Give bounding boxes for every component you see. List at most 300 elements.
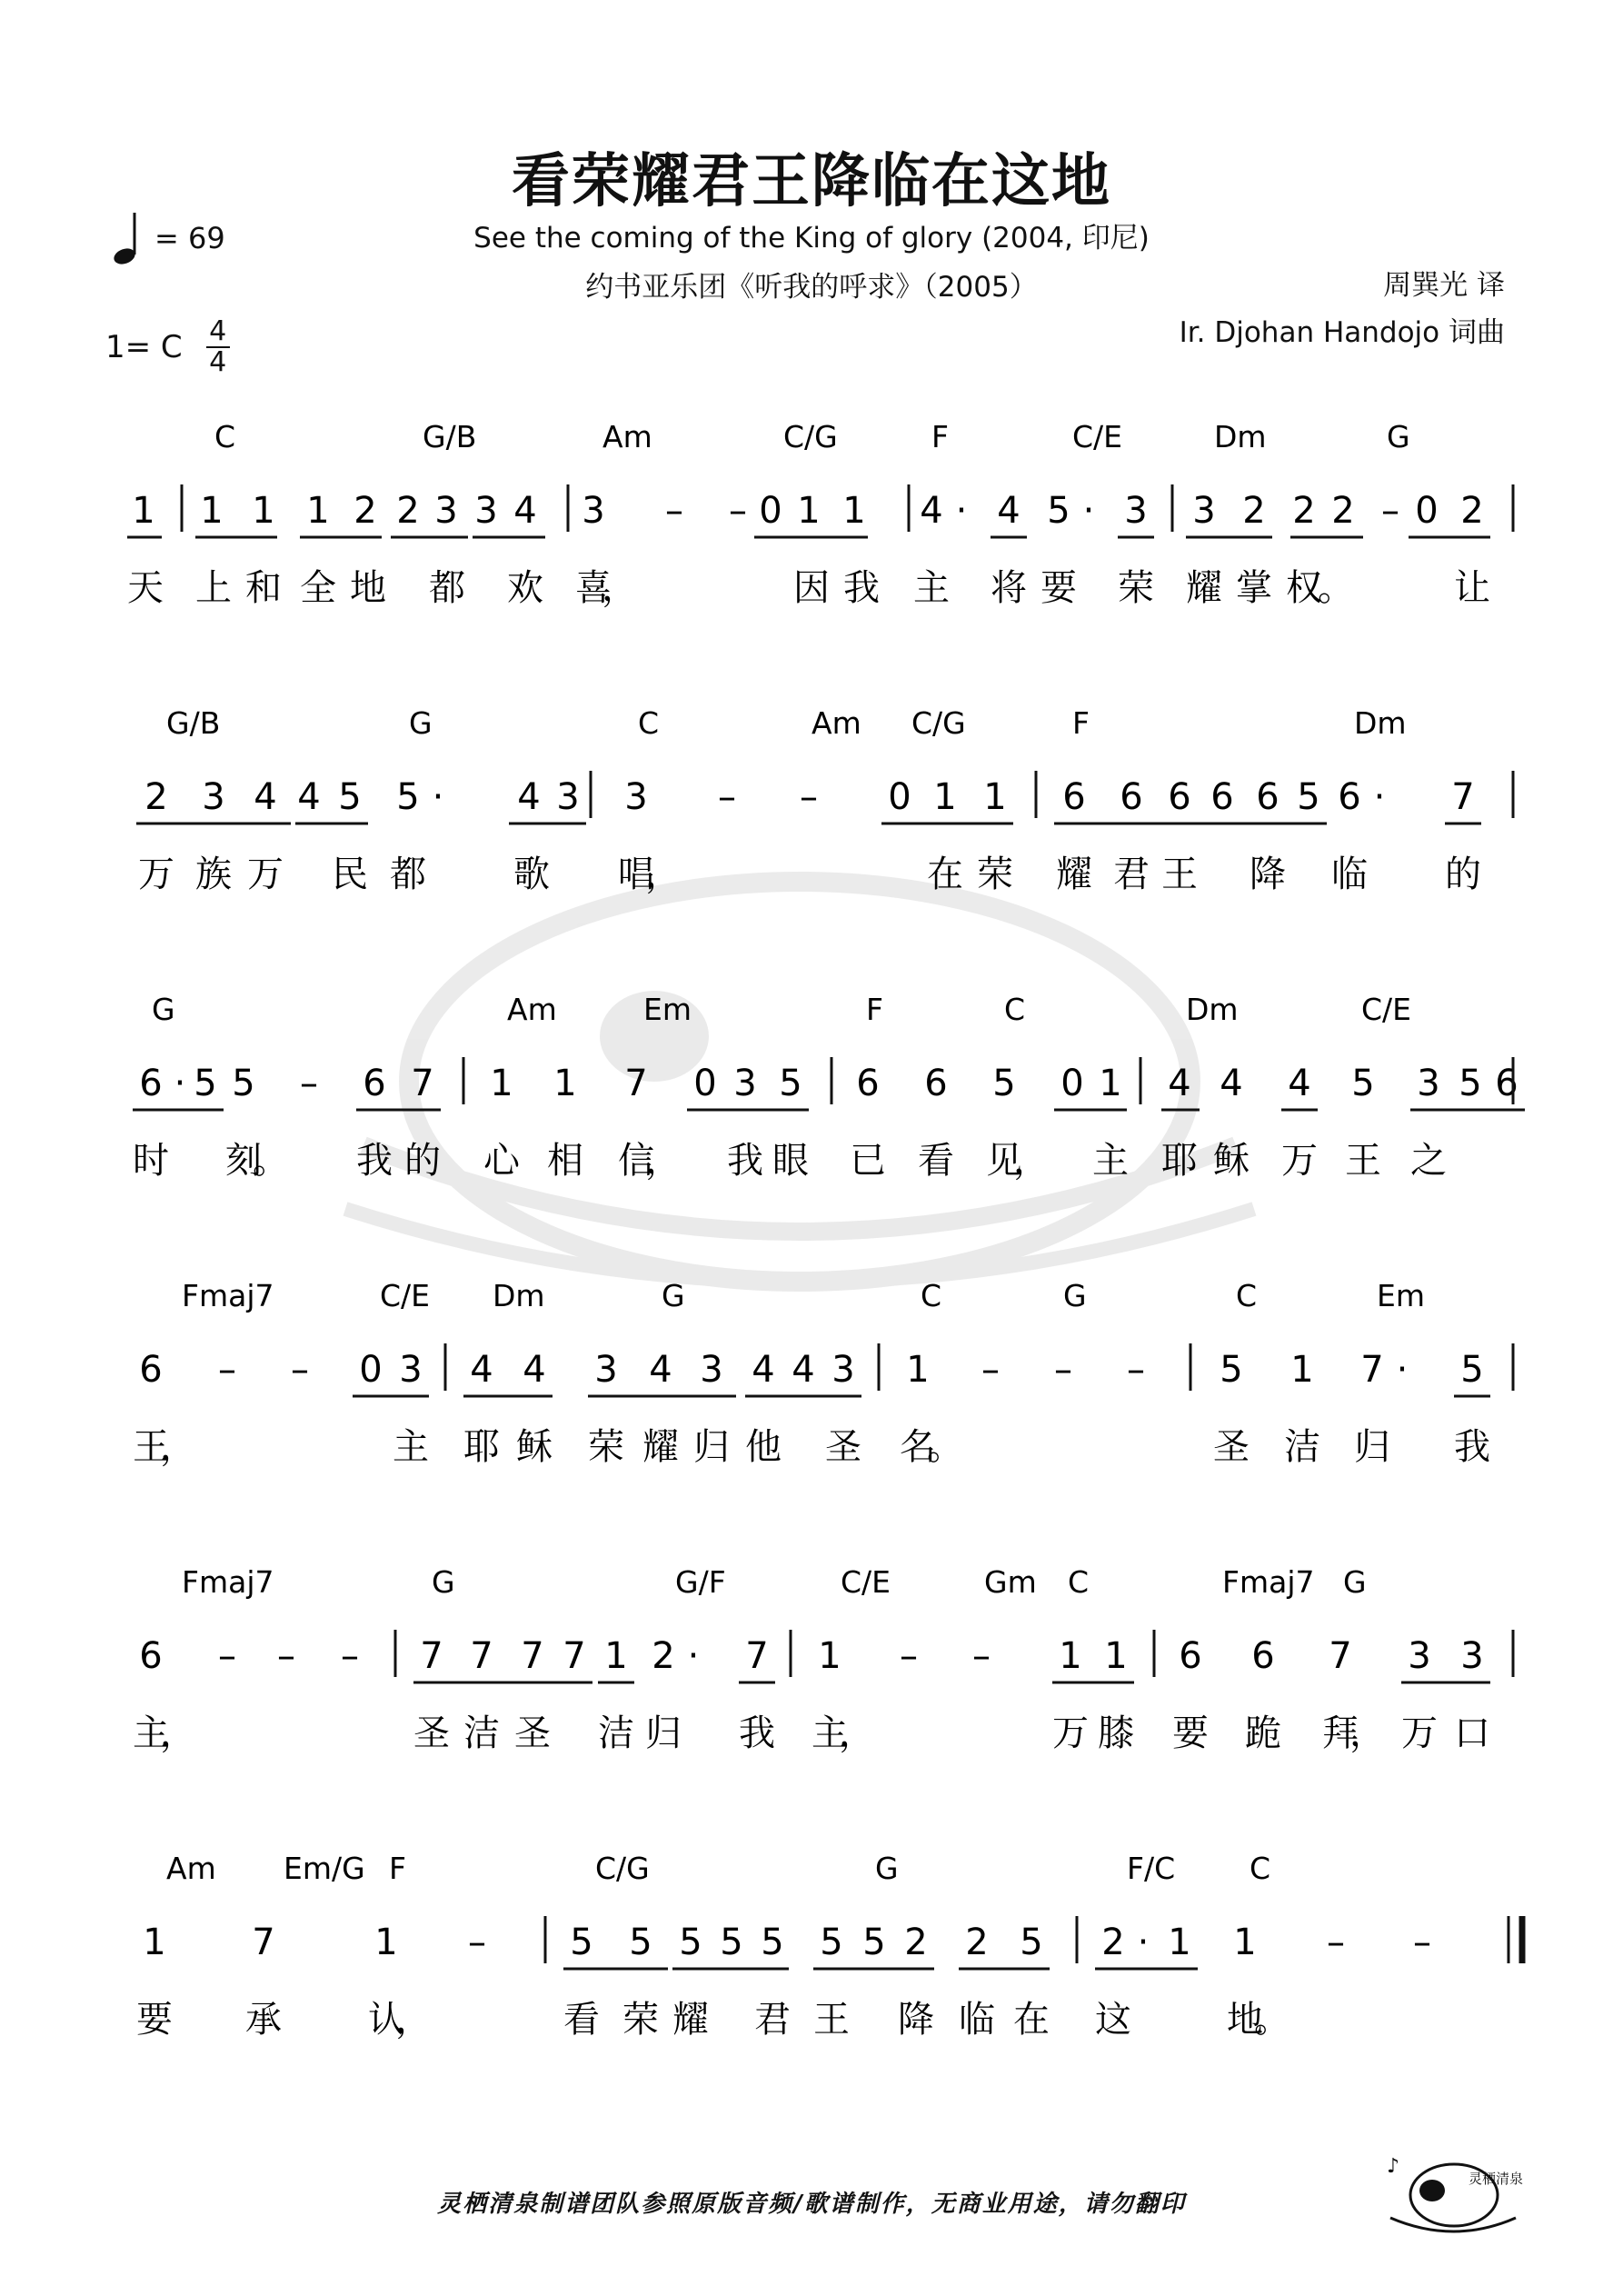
chord-symbol: C bbox=[1068, 1564, 1090, 1600]
lyric-char: 我 bbox=[739, 1712, 775, 1754]
key-label: 1= C bbox=[105, 329, 183, 365]
lyric-char: 唱 bbox=[618, 854, 654, 895]
lyric-char: ， bbox=[395, 1999, 432, 2041]
chord-symbol: G/B bbox=[166, 705, 221, 741]
note: 7 bbox=[470, 1635, 493, 1677]
note: 7 bbox=[1329, 1635, 1352, 1677]
lyric-char: 让 bbox=[1454, 567, 1490, 609]
translator-credit: 周巽光 译 bbox=[1383, 269, 1505, 302]
note: 3 bbox=[733, 1063, 757, 1104]
lyric-char: 承 bbox=[245, 1999, 282, 2041]
note: – bbox=[1127, 1349, 1145, 1391]
lyric-char: 耶 bbox=[1161, 1140, 1198, 1182]
chord-symbol: Gm bbox=[984, 1564, 1037, 1600]
time-signature-bottom: 4 bbox=[209, 346, 227, 378]
chord-symbol: C/E bbox=[1072, 419, 1123, 454]
note: 4 bbox=[1220, 1063, 1243, 1104]
lyric-char: 看 bbox=[918, 1140, 954, 1182]
lyric-char: 已 bbox=[850, 1140, 886, 1182]
chord-symbol: Dm bbox=[1354, 705, 1407, 741]
lyric-char: 万 bbox=[247, 854, 284, 895]
note: 3 bbox=[1124, 490, 1148, 532]
chord-symbol: G bbox=[409, 705, 433, 741]
lyric-char: 降 bbox=[1250, 854, 1286, 895]
lyric-char: 将 bbox=[991, 567, 1027, 609]
lyric-char: 权 bbox=[1286, 567, 1322, 609]
chord-symbol: G bbox=[432, 1564, 455, 1600]
chord-symbol: G bbox=[875, 1851, 899, 1886]
note: – bbox=[291, 1349, 309, 1391]
chord-symbol: C bbox=[638, 705, 660, 741]
lyric-char: 地 bbox=[1227, 1999, 1263, 2041]
chord-symbol: C/G bbox=[783, 419, 838, 454]
note: 1 bbox=[906, 1349, 930, 1391]
chord-symbol: F bbox=[931, 419, 949, 454]
note: 3 bbox=[1192, 490, 1216, 532]
note: 0 bbox=[1060, 1063, 1084, 1104]
note: 5 bbox=[629, 1922, 652, 1963]
lyric-char: 圣 bbox=[1213, 1426, 1250, 1468]
lyric-char: 歌 bbox=[513, 854, 550, 895]
note: 5 bbox=[396, 776, 420, 818]
note: 5 bbox=[1020, 1922, 1043, 1963]
note: 1 bbox=[553, 1063, 577, 1104]
lyric-char: 万 bbox=[138, 854, 174, 895]
lyric-char: 主 bbox=[812, 1712, 848, 1754]
note: 1 bbox=[1059, 1635, 1082, 1677]
chord-symbol: F bbox=[1072, 705, 1090, 741]
lyric-char: 耀 bbox=[672, 1999, 709, 2041]
note: 5 bbox=[992, 1063, 1016, 1104]
lyric-char: 喜 bbox=[575, 567, 612, 609]
note: 4 bbox=[1168, 1063, 1191, 1104]
note: 1 bbox=[818, 1635, 841, 1677]
svg-text:♪: ♪ bbox=[1387, 2155, 1400, 2178]
note: 4 bbox=[513, 490, 537, 532]
note: · bbox=[687, 1635, 700, 1677]
note: 3 bbox=[202, 776, 225, 818]
note: 4 bbox=[1288, 1063, 1311, 1104]
note: 1 bbox=[1104, 1635, 1128, 1677]
note: 7 bbox=[745, 1635, 769, 1677]
note: 6 bbox=[139, 1349, 163, 1391]
lyric-char: 王 bbox=[813, 1999, 850, 2041]
chord-symbol: Fmaj7 bbox=[182, 1278, 274, 1313]
chord-symbol: G bbox=[152, 992, 175, 1027]
tempo-value: = 69 bbox=[154, 221, 225, 255]
lyric-char: 王 bbox=[1345, 1140, 1381, 1182]
lyric-char: ， bbox=[160, 1426, 196, 1468]
lyric-char: 我 bbox=[843, 567, 880, 609]
author-credit: Ir. Djohan Handojo 词曲 bbox=[1179, 316, 1505, 349]
album-info: 约书亚乐团《听我的呼求》（2005） bbox=[585, 271, 1038, 304]
note: 2 bbox=[904, 1922, 928, 1963]
note: 4 bbox=[649, 1349, 672, 1391]
note: 6 bbox=[139, 1063, 163, 1104]
lyric-char: 万 bbox=[1281, 1140, 1318, 1182]
lyric-char: 民 bbox=[332, 854, 368, 895]
chord-symbol: F bbox=[389, 1851, 406, 1886]
lyric-char: 临 bbox=[1331, 854, 1368, 895]
chord-symbol: Am bbox=[812, 705, 861, 741]
note: 4 bbox=[254, 776, 277, 818]
lyric-char: 圣 bbox=[825, 1426, 861, 1468]
note: · bbox=[1373, 776, 1386, 818]
chord-symbol: G bbox=[1063, 1278, 1087, 1313]
note: 0 bbox=[1415, 490, 1439, 532]
note: 6 bbox=[1338, 776, 1361, 818]
note: 5 bbox=[1351, 1063, 1375, 1104]
lyric-char: 因 bbox=[793, 567, 830, 609]
lyric-char: 君 bbox=[1113, 854, 1150, 895]
note: 2 bbox=[396, 490, 420, 532]
note: 4 bbox=[297, 776, 321, 818]
lyric-char: 拜 bbox=[1322, 1712, 1359, 1754]
lyric-char: 见 bbox=[986, 1140, 1022, 1182]
note: 1 bbox=[604, 1635, 628, 1677]
note: 6 bbox=[363, 1063, 386, 1104]
note: – bbox=[718, 776, 736, 818]
lyric-char: 耀 bbox=[1186, 567, 1222, 609]
note: 5 bbox=[1047, 490, 1070, 532]
chord-symbol: G bbox=[662, 1278, 685, 1313]
note: 6 bbox=[1256, 776, 1279, 818]
lyric-char: 圣 bbox=[413, 1712, 450, 1754]
note: 1 bbox=[842, 490, 866, 532]
note: – bbox=[981, 1349, 1000, 1391]
note: 0 bbox=[359, 1349, 383, 1391]
lyric-char: 。 bbox=[927, 1426, 963, 1468]
note: · bbox=[955, 490, 968, 532]
note: 7 bbox=[252, 1922, 275, 1963]
lyric-char: 要 bbox=[1041, 567, 1077, 609]
lyric-char: 在 bbox=[1013, 1999, 1050, 2041]
note: 6 bbox=[924, 1063, 948, 1104]
chord-symbol: C/E bbox=[380, 1278, 431, 1313]
lyric-char: 口 bbox=[1454, 1712, 1490, 1754]
lyric-char: 天 bbox=[127, 567, 164, 609]
note: 5 bbox=[232, 1063, 255, 1104]
note: 0 bbox=[759, 490, 782, 532]
sheep-logo-icon bbox=[1381, 2145, 1524, 2236]
note: 5 bbox=[761, 1922, 784, 1963]
chord-symbol: Dm bbox=[1186, 992, 1239, 1027]
note: 3 bbox=[1408, 1635, 1431, 1677]
note: 4 bbox=[997, 490, 1021, 532]
note: 4 bbox=[517, 776, 541, 818]
page-subtitle: See the coming of the King of glory (2004, 印尼) bbox=[473, 222, 1150, 255]
chord-symbol: G/F bbox=[675, 1564, 726, 1600]
lyric-char: 洁 bbox=[463, 1712, 500, 1754]
chord-symbol: Dm bbox=[1214, 419, 1267, 454]
lyric-char: 眼 bbox=[772, 1140, 809, 1182]
lyric-char: ， bbox=[1013, 1140, 1050, 1182]
lyric-char: 荣 bbox=[1118, 567, 1154, 609]
lyric-char: 我 bbox=[356, 1140, 393, 1182]
note: 1 bbox=[200, 490, 224, 532]
note: 2 bbox=[1292, 490, 1316, 532]
chord-symbol: C bbox=[1004, 992, 1026, 1027]
chord-symbol: G bbox=[1387, 419, 1410, 454]
lyric-char: 洁 bbox=[1284, 1426, 1320, 1468]
note: 4 bbox=[792, 1349, 815, 1391]
lyric-char: 主 bbox=[133, 1712, 169, 1754]
chord-symbol: C/E bbox=[841, 1564, 891, 1600]
lyric-char: ， bbox=[1349, 1712, 1386, 1754]
note: – bbox=[218, 1349, 236, 1391]
lyric-char: 王 bbox=[133, 1426, 169, 1468]
note: 1 bbox=[1233, 1922, 1257, 1963]
logo-text: 灵栖清泉 bbox=[1469, 2171, 1524, 2187]
lyric-char: ， bbox=[160, 1712, 196, 1754]
chord-symbol: Fmaj7 bbox=[182, 1564, 274, 1600]
lyric-char: 在 bbox=[927, 854, 963, 895]
lyric-char: 地 bbox=[350, 567, 386, 609]
lyric-char: 稣 bbox=[1213, 1140, 1250, 1182]
chord-symbol: C/G bbox=[911, 705, 966, 741]
lyric-char: 荣 bbox=[977, 854, 1013, 895]
lyric-char: 膝 bbox=[1098, 1712, 1134, 1754]
lyric-char: 。 bbox=[253, 1140, 289, 1182]
note: 1 bbox=[252, 490, 275, 532]
note: – bbox=[1413, 1922, 1431, 1963]
note: 5 bbox=[1220, 1349, 1243, 1391]
note: 6 bbox=[1179, 1635, 1202, 1677]
note: 3 bbox=[1460, 1635, 1484, 1677]
note: 0 bbox=[693, 1063, 717, 1104]
note: 3 bbox=[1417, 1063, 1440, 1104]
note: 1 bbox=[374, 1922, 398, 1963]
lyric-char: 我 bbox=[1454, 1426, 1490, 1468]
lyric-char: 主 bbox=[1092, 1140, 1129, 1182]
lyric-char: 上 bbox=[195, 567, 232, 609]
note: 7 bbox=[521, 1635, 544, 1677]
note: – bbox=[1327, 1922, 1345, 1963]
chord-symbol: C/E bbox=[1361, 992, 1412, 1027]
lyric-char: 看 bbox=[563, 1999, 600, 2041]
note: 3 bbox=[624, 776, 648, 818]
note: 1 bbox=[1290, 1349, 1314, 1391]
note: 7 bbox=[1360, 1349, 1384, 1391]
chord-symbol: F/C bbox=[1127, 1851, 1176, 1886]
lyric-char: 归 bbox=[693, 1426, 730, 1468]
lyric-char: 时 bbox=[133, 1140, 169, 1182]
lyric-char: 耀 bbox=[1056, 854, 1092, 895]
lyric-char: 这 bbox=[1095, 1999, 1131, 2041]
note: · bbox=[174, 1063, 186, 1104]
note: – bbox=[300, 1063, 318, 1104]
note: 7 bbox=[411, 1063, 434, 1104]
note: 1 bbox=[797, 490, 821, 532]
note: 6 bbox=[1062, 776, 1086, 818]
note: – bbox=[341, 1635, 359, 1677]
lyric-char: 全 bbox=[300, 567, 336, 609]
chord-symbol: C bbox=[1250, 1851, 1271, 1886]
note: 3 bbox=[556, 776, 580, 818]
note: – bbox=[1381, 490, 1399, 532]
lyric-char: 都 bbox=[429, 567, 465, 609]
chord-symbol: Em bbox=[1377, 1278, 1425, 1313]
lyric-char: 君 bbox=[754, 1999, 791, 2041]
lyric-char: 名 bbox=[900, 1426, 936, 1468]
lyric-char: 信 bbox=[618, 1140, 654, 1182]
chord-symbol: F bbox=[866, 992, 883, 1027]
note: 2 bbox=[965, 1922, 989, 1963]
note: – bbox=[218, 1635, 236, 1677]
lyric-char: 荣 bbox=[588, 1426, 624, 1468]
note: 5 bbox=[1460, 1349, 1484, 1391]
note: 5 bbox=[338, 776, 362, 818]
note: 4 bbox=[523, 1349, 546, 1391]
lyric-char: 耶 bbox=[463, 1426, 500, 1468]
lyric-char: 归 bbox=[645, 1712, 682, 1754]
chord-symbol: C bbox=[921, 1278, 942, 1313]
lyric-char: ， bbox=[645, 1140, 682, 1182]
note: 2 bbox=[652, 1635, 675, 1677]
lyric-char: 归 bbox=[1354, 1426, 1390, 1468]
note: 1 bbox=[983, 776, 1007, 818]
note: – bbox=[277, 1635, 295, 1677]
lyric-char: 的 bbox=[404, 1140, 441, 1182]
lyric-char: 和 bbox=[245, 567, 282, 609]
note: 1 bbox=[1099, 1063, 1122, 1104]
note: · bbox=[1082, 490, 1095, 532]
note: 2 bbox=[1331, 490, 1355, 532]
lyric-char: 万 bbox=[1401, 1712, 1438, 1754]
note: 3 bbox=[434, 490, 458, 532]
lyric-char: 万 bbox=[1052, 1712, 1089, 1754]
note: 2 bbox=[1242, 490, 1266, 532]
lyric-char: 要 bbox=[136, 1999, 173, 2041]
note: 5 bbox=[862, 1922, 886, 1963]
note: 6 bbox=[1120, 776, 1143, 818]
note: 3 bbox=[594, 1349, 618, 1391]
note: 3 bbox=[700, 1349, 723, 1391]
note: 1 bbox=[306, 490, 330, 532]
note: – bbox=[1054, 1349, 1072, 1391]
chord-symbol: Em bbox=[643, 992, 692, 1027]
lyric-char: 都 bbox=[390, 854, 426, 895]
lyric-char: 我 bbox=[727, 1140, 763, 1182]
chord-symbol: Dm bbox=[493, 1278, 545, 1313]
lyric-char: 之 bbox=[1410, 1140, 1447, 1182]
note: – bbox=[800, 776, 818, 818]
note: 7 bbox=[624, 1063, 648, 1104]
note: – bbox=[665, 490, 683, 532]
lyric-char: 洁 bbox=[598, 1712, 634, 1754]
note: 1 bbox=[1168, 1922, 1191, 1963]
note: 5 bbox=[1297, 776, 1320, 818]
note: 5 bbox=[570, 1922, 593, 1963]
note: 4 bbox=[752, 1349, 775, 1391]
note: 1 bbox=[143, 1922, 166, 1963]
note: 0 bbox=[888, 776, 911, 818]
note: – bbox=[972, 1635, 991, 1677]
chord-symbol: Fmaj7 bbox=[1222, 1564, 1315, 1600]
lyric-char: ， bbox=[839, 1712, 875, 1754]
note: 1 bbox=[132, 490, 155, 532]
note: 2 bbox=[1460, 490, 1484, 532]
note: 4 bbox=[920, 490, 943, 532]
note: 7 bbox=[1451, 776, 1475, 818]
note: 5 bbox=[1459, 1063, 1482, 1104]
note: · bbox=[1137, 1922, 1150, 1963]
chord-symbol: Am bbox=[602, 419, 652, 454]
lyric-char: 王 bbox=[1161, 854, 1198, 895]
note: 6 bbox=[1168, 776, 1191, 818]
note: 2 bbox=[144, 776, 168, 818]
lyric-char: 主 bbox=[393, 1426, 429, 1468]
lyric-char: 刻 bbox=[225, 1140, 262, 1182]
lyric-char: 心 bbox=[483, 1140, 520, 1182]
note: 3 bbox=[831, 1349, 855, 1391]
footer-notice: 灵栖清泉制谱团队参照原版音频/歌谱制作，无商业用途，请勿翻印 bbox=[437, 2191, 1186, 2218]
lyric-char: 。 bbox=[1254, 1999, 1290, 2041]
note: 6 bbox=[1251, 1635, 1275, 1677]
lyric-char: 的 bbox=[1445, 854, 1481, 895]
lyric-char: 他 bbox=[745, 1426, 782, 1468]
lyric-char: 认 bbox=[368, 1999, 404, 2041]
chord-symbol: Am bbox=[166, 1851, 216, 1886]
note: 6 bbox=[856, 1063, 880, 1104]
note: – bbox=[468, 1922, 486, 1963]
lyric-char: 欢 bbox=[507, 567, 543, 609]
note: · bbox=[1396, 1349, 1409, 1391]
note: – bbox=[729, 490, 747, 532]
note: 5 bbox=[779, 1063, 802, 1104]
note: · bbox=[432, 776, 444, 818]
note: 2 bbox=[353, 490, 377, 532]
note: 3 bbox=[474, 490, 498, 532]
lyric-char: 跪 bbox=[1245, 1712, 1281, 1754]
note: 3 bbox=[399, 1349, 423, 1391]
lyric-char: 相 bbox=[547, 1140, 583, 1182]
lyric-char: 要 bbox=[1172, 1712, 1209, 1754]
chord-symbol: C/G bbox=[595, 1851, 650, 1886]
lyric-char: 稣 bbox=[516, 1426, 553, 1468]
note: 6 bbox=[139, 1635, 163, 1677]
note: 5 bbox=[679, 1922, 702, 1963]
note: 5 bbox=[820, 1922, 843, 1963]
lyric-char: 耀 bbox=[642, 1426, 679, 1468]
lyric-char: ， bbox=[645, 854, 682, 895]
lyric-char: 降 bbox=[898, 1999, 934, 2041]
chord-symbol: Em/G bbox=[284, 1851, 365, 1886]
note: 1 bbox=[933, 776, 957, 818]
lyric-char: 。 bbox=[1318, 567, 1354, 609]
lyric-char: 圣 bbox=[514, 1712, 551, 1754]
page-title: 看荣耀君王降临在这地 bbox=[512, 148, 1111, 215]
lyric-char: 荣 bbox=[622, 1999, 659, 2041]
lyric-char: ， bbox=[602, 567, 638, 609]
note: 5 bbox=[720, 1922, 743, 1963]
lyric-char: 掌 bbox=[1236, 567, 1272, 609]
note: 3 bbox=[582, 490, 605, 532]
chord-symbol: C bbox=[214, 419, 236, 454]
lyric-char: 临 bbox=[959, 1999, 995, 2041]
note: 7 bbox=[563, 1635, 586, 1677]
note: 5 bbox=[194, 1063, 217, 1104]
note: 6 bbox=[1210, 776, 1234, 818]
lyric-char: 族 bbox=[195, 854, 232, 895]
note: 1 bbox=[490, 1063, 513, 1104]
note: 6 bbox=[1495, 1063, 1518, 1104]
lyric-char: 主 bbox=[913, 567, 950, 609]
note: 4 bbox=[470, 1349, 493, 1391]
time-signature-top: 4 bbox=[209, 315, 227, 347]
chord-symbol: G bbox=[1343, 1564, 1367, 1600]
note: – bbox=[900, 1635, 918, 1677]
